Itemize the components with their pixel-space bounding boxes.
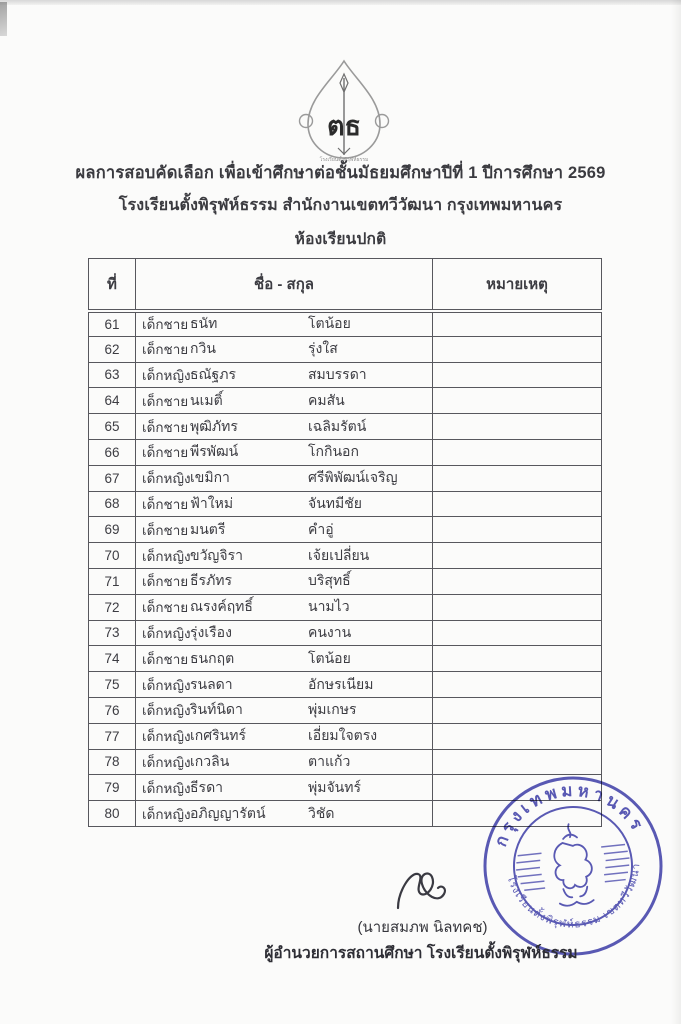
row-name-cell [136, 543, 433, 569]
row-last-name: พุ่มเกษร [308, 701, 357, 718]
row-last-name: วิชัด [308, 804, 335, 821]
header-name: ชื่อ - สกุล [136, 259, 433, 311]
table-row [89, 311, 602, 337]
row-title: เด็กหญิง [142, 703, 191, 719]
row-name-cell [136, 362, 433, 388]
logo-caption: โรงเรียนตั้งพิรุฬห์ธรรม [319, 157, 369, 163]
row-title: เด็กชาย [142, 574, 189, 590]
table-row [89, 697, 602, 723]
table-row [89, 465, 602, 491]
row-name-cell [136, 388, 433, 414]
row-title: เด็กชาย [142, 496, 189, 512]
row-last-name: โตน้อย [308, 649, 351, 666]
row-first-name: ฟ้าใหม่ [190, 494, 234, 511]
row-remark [433, 672, 602, 698]
row-first-name: อภิญญารัตน์ [190, 804, 266, 821]
row-number: 67 [89, 465, 136, 491]
results-table-body [89, 311, 602, 827]
director-name: (นายสมภพ นิลทคช) [357, 919, 488, 936]
row-remark [433, 620, 602, 646]
row-first-name: ณรงค์ฤทธิ์ [190, 598, 253, 615]
table-row [89, 646, 602, 672]
table-row [89, 594, 602, 620]
row-title: เด็กชาย [142, 445, 189, 461]
table-row [89, 362, 602, 388]
table-row [89, 672, 602, 698]
row-number: 70 [89, 543, 136, 569]
row-first-name: ธนัท [190, 315, 218, 332]
table-row [89, 336, 602, 362]
row-first-name: ธณัฐภร [190, 365, 237, 382]
row-remark [433, 646, 602, 672]
row-remark [433, 414, 602, 440]
document-title-line3: ห้องเรียนปกติ [294, 231, 387, 248]
row-number: 72 [89, 594, 136, 620]
row-name-cell [136, 311, 433, 337]
bodhi-leaf-logo-icon [294, 58, 394, 166]
row-last-name: เจ้ยเปลี่ยน [308, 546, 370, 563]
row-last-name: ตาแก้ว [308, 752, 351, 769]
row-first-name: ธีรดา [190, 778, 224, 795]
row-last-name: รุ่งใส [308, 340, 338, 357]
row-first-name: รนลดา [190, 675, 233, 692]
row-remark [433, 517, 602, 543]
row-name-cell [136, 801, 433, 827]
row-number: 77 [89, 723, 136, 749]
row-number: 71 [89, 568, 136, 594]
row-first-name: รุ่งเรือง [190, 623, 232, 640]
table-row [89, 723, 602, 749]
row-title: เด็กชาย [142, 651, 189, 667]
row-last-name: โกกินอก [308, 443, 359, 460]
row-title: เด็กหญิง [142, 806, 191, 822]
row-title: เด็กชาย [142, 419, 189, 435]
row-first-name: ธีรภัทร [190, 572, 233, 589]
row-last-name: โตน้อย [308, 315, 351, 332]
row-first-name: เขมิกา [190, 469, 230, 486]
results-table [88, 258, 602, 827]
row-name-cell [136, 723, 433, 749]
row-remark [433, 491, 602, 517]
row-remark [433, 388, 602, 414]
row-name-cell [136, 775, 433, 801]
table-row [89, 620, 602, 646]
row-last-name: ศรีพิพัฒน์เจริญ [308, 469, 398, 486]
row-first-name: มนตรี [190, 520, 226, 537]
row-remark [433, 465, 602, 491]
row-title: เด็กหญิง [142, 367, 191, 383]
row-number: 65 [89, 414, 136, 440]
row-remark [433, 568, 602, 594]
table-row [89, 749, 602, 775]
row-last-name: สมบรรดา [308, 365, 367, 382]
row-title: เด็กชาย [142, 522, 189, 538]
row-name-cell [136, 491, 433, 517]
row-number: 76 [89, 697, 136, 723]
row-remark [433, 594, 602, 620]
row-number: 78 [89, 749, 136, 775]
row-number: 73 [89, 620, 136, 646]
row-name-cell [136, 336, 433, 362]
row-first-name: รินท์นิดา [190, 701, 243, 718]
results-table-header [89, 259, 602, 311]
document-title-line2: โรงเรียนตั้งพิรุฬห์ธรรม สำนักงานเขตทวีวัฒนา กรุงเทพมหานคร [118, 197, 563, 214]
row-number: 66 [89, 439, 136, 465]
row-name-cell [136, 465, 433, 491]
row-number: 79 [89, 775, 136, 801]
row-name-cell [136, 594, 433, 620]
row-name-cell [136, 620, 433, 646]
header-remark: หมายเหตุ [433, 259, 602, 311]
director-role: ผู้อำนวยการสถานศึกษา โรงเรียนตั้งพิรุฬห์ธรรม [264, 945, 578, 962]
row-first-name: พีรพัฒน์ [190, 443, 239, 460]
document-title-line1: ผลการสอบคัดเลือก เพื่อเข้าศึกษาต่อชั้นมัธยมศึกษาปีที่ 1 ปีการศึกษา 2569 [75, 164, 606, 182]
row-number: 64 [89, 388, 136, 414]
row-title: เด็กหญิง [142, 548, 191, 564]
table-row [89, 517, 602, 543]
table-row [89, 439, 602, 465]
row-number: 63 [89, 362, 136, 388]
row-last-name: คำอู่ [308, 520, 334, 537]
row-remark [433, 439, 602, 465]
row-title: เด็กหญิง [142, 780, 191, 796]
school-emblem [294, 58, 394, 162]
row-title: เด็กหญิง [142, 754, 191, 770]
row-number: 62 [89, 336, 136, 362]
row-first-name: นเมติ์ [190, 391, 223, 408]
row-title: เด็กชาย [142, 317, 189, 333]
row-last-name: คนงาน [308, 623, 352, 640]
row-first-name: ธนกฤต [190, 649, 235, 666]
row-title: เด็กชาย [142, 600, 189, 616]
row-title: เด็กชาย [142, 342, 189, 358]
row-name-cell [136, 672, 433, 698]
row-name-cell [136, 439, 433, 465]
row-first-name: เกศรินทร์ [190, 727, 246, 744]
row-number: 68 [89, 491, 136, 517]
row-name-cell [136, 568, 433, 594]
row-remark [433, 543, 602, 569]
row-last-name: พุ่มจันทร์ [308, 778, 361, 795]
row-remark [433, 723, 602, 749]
row-number: 69 [89, 517, 136, 543]
row-last-name: จันทมีชัย [308, 494, 362, 511]
row-title: เด็กหญิง [142, 625, 191, 641]
photo-edge-shade [671, 0, 681, 1024]
row-remark [433, 336, 602, 362]
row-name-cell [136, 697, 433, 723]
photo-corner-shadow [0, 2, 7, 36]
photo-edge-strip [0, 0, 681, 5]
row-last-name: นามไว [308, 598, 350, 615]
row-title: เด็กหญิง [142, 677, 191, 693]
logo-monogram: ตธ [326, 111, 362, 141]
row-number: 74 [89, 646, 136, 672]
row-last-name: เอี่ยมใจตรง [308, 727, 378, 744]
row-first-name: พุฒิภัทร [190, 417, 238, 434]
row-last-name: คมสัน [308, 391, 345, 408]
director-signature-icon [388, 864, 454, 920]
table-row [89, 388, 602, 414]
row-title: เด็กหญิง [142, 729, 191, 745]
row-last-name: บริสุทธิ์ [308, 572, 351, 589]
row-last-name: เฉลิมรัตน์ [308, 417, 367, 434]
stamp-arc-bottom-text: โรงเรียนตั้งพิรุฬห์ธรรม เขตทวีวัฒนา [504, 862, 643, 931]
row-name-cell [136, 646, 433, 672]
row-number: 80 [89, 801, 136, 827]
row-number: 75 [89, 672, 136, 698]
row-name-cell [136, 749, 433, 775]
row-first-name: ขวัญจิรา [190, 546, 243, 563]
table-row [89, 414, 602, 440]
row-title: เด็กหญิง [142, 471, 191, 487]
row-remark [433, 362, 602, 388]
header-no: ที่ [89, 259, 136, 311]
table-row [89, 543, 602, 569]
row-remark [433, 311, 602, 337]
row-number: 61 [89, 311, 136, 337]
row-first-name: กวิน [190, 340, 216, 357]
table-row [89, 568, 602, 594]
header-row [89, 259, 602, 311]
row-first-name: เกวลิน [190, 752, 230, 769]
row-name-cell [136, 414, 433, 440]
table-row [89, 491, 602, 517]
row-name-cell [136, 517, 433, 543]
row-remark [433, 697, 602, 723]
row-last-name: อักษรเนียม [308, 675, 374, 692]
row-title: เด็กชาย [142, 393, 189, 409]
stamp-arc-top-text: กรุงเทพมหานคร [491, 780, 649, 850]
